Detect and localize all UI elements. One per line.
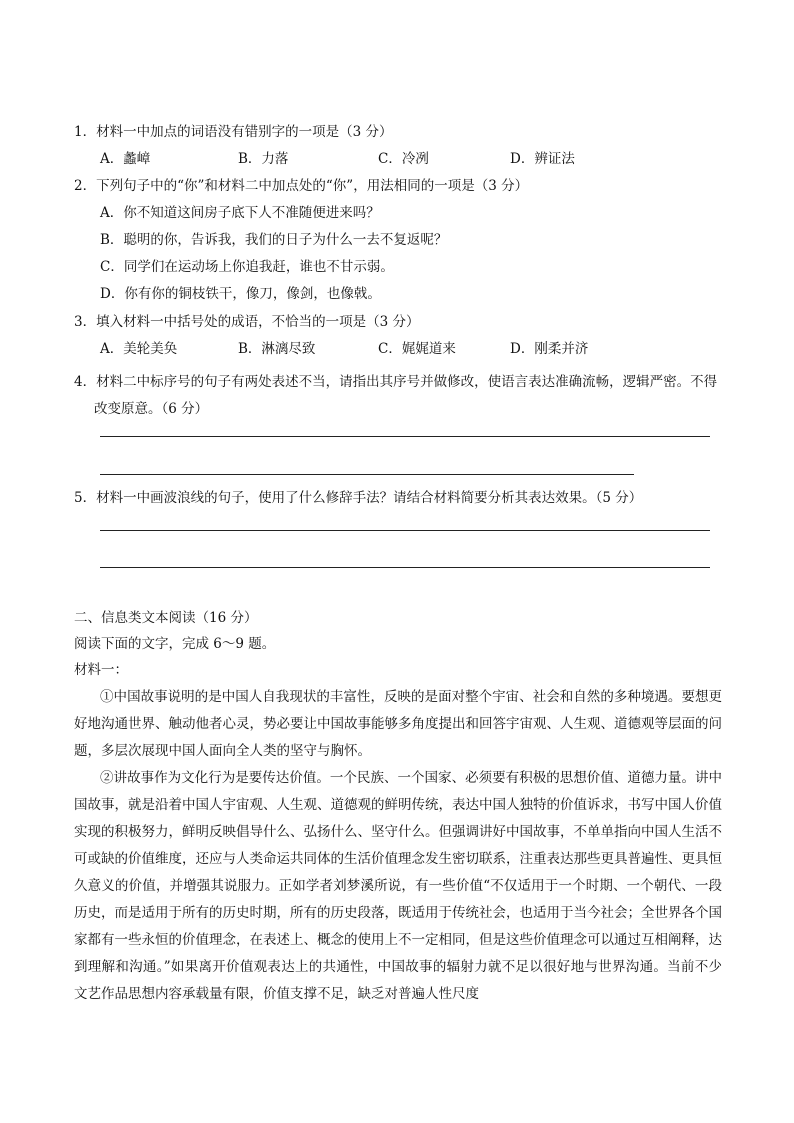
question-3-option-d: D．刚柔并济 [510,341,589,357]
question-2: 2．下列句子中的“你”和材料二中加点处的“你”，用法相同的一项是（3 分） [74,178,529,194]
question-1-options [100,149,660,169]
question-4-answer-line-1[interactable] [100,436,710,437]
material-1-label: 材料一： [74,662,128,678]
question-1-option-b: B．力落 [238,151,289,167]
question-3-option-a: A．美轮美奂 [100,341,178,357]
material-1-paragraph-2 [74,765,722,1008]
question-2-option-c: C．同学们在运动场上你追我赶，谁也不甘示弱。 [100,259,394,275]
question-1-option-a: A．蠡嶂 [100,151,151,167]
question-2-option-d: D．你有你的铜枝铁干，像刀，像剑，也像戟。 [100,286,381,302]
section-2-instruction: 阅读下面的文字，完成 6～9 题。 [74,636,276,652]
section-2-heading: 二、信息类文本阅读（16 分） [74,610,258,626]
question-5-answer-line-2[interactable] [100,567,710,568]
question-2-option-b: B．聪明的你，告诉我，我们的日子为什么一去不复返呢？ [100,232,448,248]
question-5-answer-line-1[interactable] [100,530,710,531]
question-4-answer-line-2[interactable] [100,474,634,475]
question-4-text: 4．材料二中标序号的句子有两处表述不当，请指出其序号并做修改，使语言表达准确流畅，逻辑严密。不得改变原意。（6 分） [74,374,718,417]
question-3-option-b: B．淋漓尽致 [238,341,316,357]
question-3-options [100,339,660,359]
question-1: 1．材料一中加点的词语没有错别字的一项是（3 分） [74,124,393,140]
paragraph-2-text: ②讲故事作为文化行为是要传达价值。一个民族、一个国家、必须要有积极的思想价值、道德力量。讲中国故事，就是沿着中国人宇宙观、人生观、道德观的鲜明传统，表达中国人独特的价值诉求，书写中国人价值实现的积极努力，鲜明反映倡导什么、弘扬什么、坚守什么。但强调讲好中国故事，不单单指向中国人生活不可或缺的价值维度，还应与人类命运共同体的生活价值理念发生密切联系，注重表达那些更具普遍性、更具恒久意义的价值，并增强其说服力。正如学者刘梦溪所说，有一些价值“不仅适用于一个时期、一个朝代、一段历史，而是适用于所有的历史时期，所有的历史段落，既适用于传统社会，也适用于当今社会；全世界各个国家都有一些永恒的价值理念，在表述上、概念的使用上不一定相同，但是这些价值理念可以通过互相阐释，达到理解和沟通。”如果离开价值观表达上的共通性，中国故事的辐射力就不足以很好地与世界沟通。当前不少文艺作品思想内容承载量有限，价值支撑不足，缺乏对普遍人性尺度 [74,770,722,1002]
question-3: 3．填入材料一中括号处的成语，不恰当的一项是（3 分） [74,314,420,330]
question-3-option-c: C．娓娓道来 [378,341,456,357]
question-5: 5．材料一中画波浪线的句子，使用了什么修辞手法？请结合材料简要分析其表达效果。（5 分） [74,490,643,506]
question-2-option-a: A．你不知道这间房子底下人不准随便进来吗？ [100,205,380,221]
question-1-option-c: C．冷冽 [378,151,429,167]
question-1-option-d: D．辨证法 [510,151,575,167]
question-4 [74,369,726,423]
material-1-paragraph-1 [74,684,722,765]
paragraph-1-text: ①中国故事说明的是中国人自我现状的丰富性，反映的是面对整个宇宙、社会和自然的多种境遇。要想更好地沟通世界、触动他者心灵，势必要让中国故事能够多角度提出和回答宇宙观、人生观、道德观等层面的问题，多层次展现中国人面向全人类的坚守与胸怀。 [74,689,722,759]
